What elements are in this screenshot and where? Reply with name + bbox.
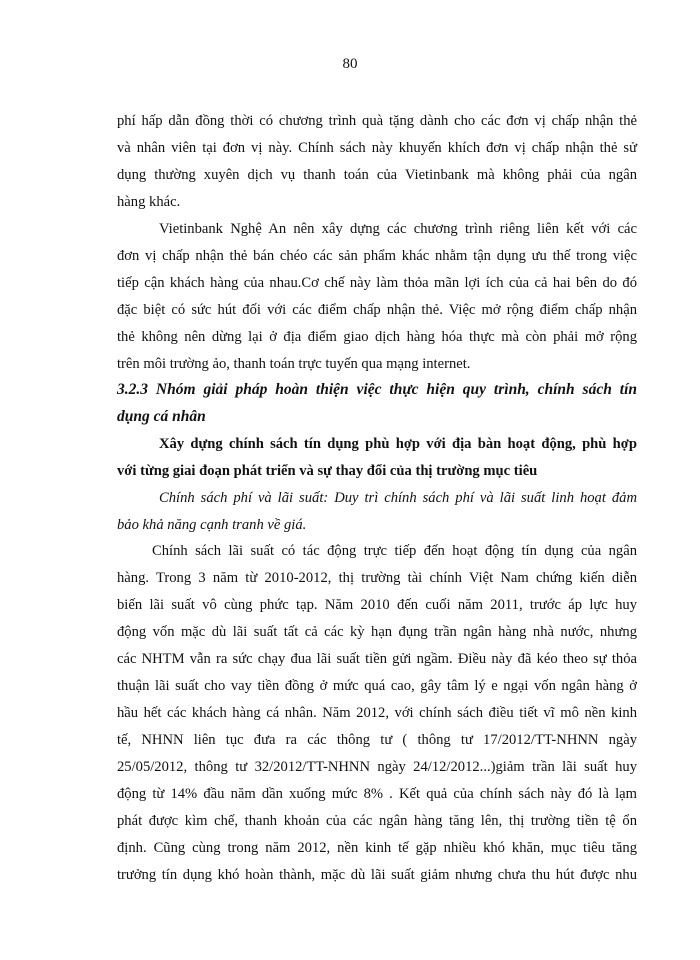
page-number: 80 xyxy=(342,56,358,72)
bold-subheading: với từng giai đoạn phát triển và sự thay đổi của thị trường mục tiêu xyxy=(117,463,538,479)
paragraph-1-line: dụng thường xuyên dịch vụ thanh toán của Vietinbank mà không phải của ngân xyxy=(117,167,637,183)
paragraph-3-line: động vốn mặc dù lãi suất tất cả các kỳ hạn đụng trần ngân hàng nhà nước, nhưng xyxy=(117,624,637,640)
paragraph-2-line: đơn vị chấp nhận thẻ bán chéo các sản phẩm khác nhằm tận dụng ưu thế trong việc xyxy=(117,248,637,264)
paragraph-1-line: phí hấp dẫn đồng thời có chương trình quà tặng dành cho các đơn vị chấp nhận thẻ xyxy=(117,113,637,129)
paragraph-2-line: tiếp cận khách hàng của nhau.Cơ chế này làm thỏa mãn lợi ích của cả hai bên do đó xyxy=(117,275,637,291)
italic-subheading: bảo khả năng cạnh tranh về giá. xyxy=(117,517,307,533)
paragraph-3-line: hầu hết các khách hàng cá nhân. Năm 2012, với chính sách điều tiết vĩ mô nền kinh xyxy=(117,705,637,721)
bold-subheading: Xây dựng chính sách tín dụng phù hợp với địa bàn hoạt động, phù hợp xyxy=(159,436,637,452)
paragraph-3-line: động từ 14% đầu năm dần xuống mức 8% . Kết quả của chính sách này đó là lạm xyxy=(117,786,637,802)
paragraph-1-line: và nhân viên tại đơn vị này. Chính sách này khuyến khích đơn vị chấp nhận thẻ sử xyxy=(117,140,637,156)
paragraph-3-line: hàng. Trong 3 năm từ 2010-2012, thị trường tài chính Việt Nam chứng kiến diễn xyxy=(117,570,637,586)
paragraph-3-line: thuận lãi suất cho vay tiền đồng ở mức quá cao, gây tâm lý e ngại vốn ngân hàng ở xyxy=(117,678,637,694)
section-heading: 3.2.3 Nhóm giải pháp hoàn thiện việc thực hiện quy trình, chính sách tín xyxy=(117,381,637,398)
paragraph-2-line: thẻ không nên dừng lại ở địa điểm giao dịch hàng hóa thực mà còn phải mở rộng xyxy=(117,329,637,345)
paragraph-2-line: đặc biệt có sức hút đối với các điểm chấp nhận thẻ. Việc mở rộng điểm chấp nhận xyxy=(117,302,637,318)
paragraph-3-line: phát được kìm chế, thanh khoản của các ngân hàng tăng lên, thị trường tiền tệ ổn xyxy=(117,813,637,829)
paragraph-3-line: trưởng tín dụng khó hoàn thành, mặc dù lãi suất giảm nhưng chưa thu hút được nhu xyxy=(117,867,637,883)
paragraph-2-line: trên môi trường ảo, thanh toán trực tuyến qua mạng internet. xyxy=(117,356,471,372)
section-heading: dụng cá nhân xyxy=(117,408,206,425)
italic-subheading: Chính sách phí và lãi suất: Duy trì chính sách phí và lãi suất linh hoạt đảm xyxy=(159,490,637,506)
paragraph-3-line: các NHTM vẫn ra sức chạy đua lãi suất tiền gửi ngầm. Điều này đã kéo theo sự thỏa xyxy=(117,651,637,667)
paragraph-3-line: biến lãi suất vô cùng phức tạp. Năm 2010 đến cuối năm 2011, trước áp lực huy xyxy=(117,597,637,613)
paragraph-3-line: tế, NHNN liên tục đưa ra các thông tư ( thông tư 17/2012/TT-NHNN ngày xyxy=(117,732,637,748)
paragraph-3-line: Chính sách lãi suất có tác động trực tiếp đến hoạt động tín dụng của ngân xyxy=(152,543,637,559)
paragraph-2-line: Vietinbank Nghệ An nên xây dựng các chương trình riêng liên kết với các xyxy=(159,221,637,237)
paragraph-3-line: định. Cũng cùng trong năm 2012, nền kinh tế gặp nhiều khó khăn, mục tiêu tăng xyxy=(117,840,637,856)
paragraph-1-line: hàng khác. xyxy=(117,194,181,210)
paragraph-3-line: 25/05/2012, thông tư 32/2012/TT-NHNN ngày 24/12/2012...)giảm trần lãi suất huy xyxy=(117,759,637,775)
